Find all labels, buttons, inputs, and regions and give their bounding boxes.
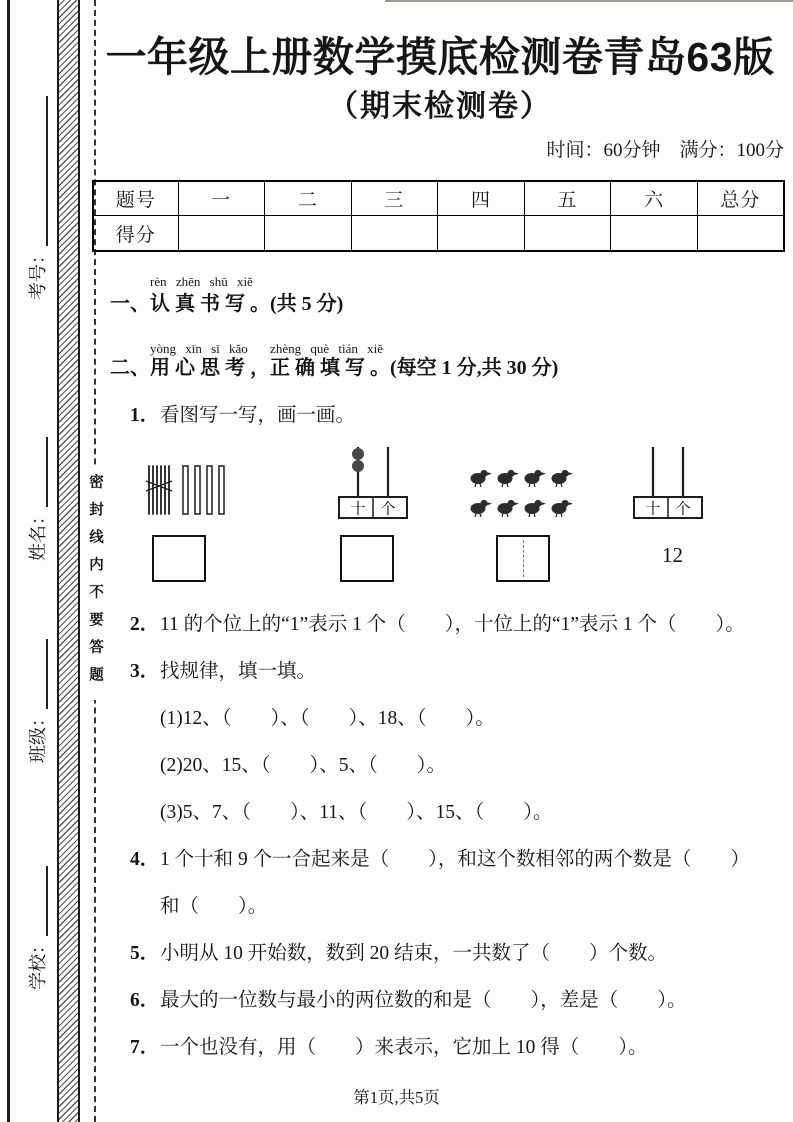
question-7 bbox=[130, 1024, 788, 1071]
question-3-item-3: (3)5、7、（ ）、11、（ ）、15、（ ）。 bbox=[160, 801, 553, 823]
score-cell-5[interactable] bbox=[524, 216, 611, 251]
score-col-5: 五 bbox=[524, 181, 611, 216]
counting-rack-figure-empty bbox=[625, 441, 711, 521]
section-2-title: 二、用 心 思 考 ，正 确 填 写 。(每空 1 分,共 30 分) bbox=[110, 356, 559, 379]
question-3 bbox=[130, 648, 788, 695]
bead-icon bbox=[352, 460, 364, 472]
score-col-3: 三 bbox=[351, 181, 438, 216]
question-5-text: 小明从 10 开始数，数到 20 结束，一共数了（ ）个数。 bbox=[160, 942, 668, 964]
bird-icon bbox=[471, 500, 493, 517]
exam-no-field bbox=[24, 96, 50, 300]
seal-text: 密封线内不要答题 bbox=[84, 468, 107, 700]
school-field bbox=[24, 866, 50, 990]
score-table bbox=[92, 180, 785, 252]
bird-icon bbox=[498, 470, 520, 487]
score-col-4: 四 bbox=[438, 181, 525, 216]
bird-icon bbox=[525, 500, 547, 517]
answer-box-1[interactable] bbox=[152, 535, 206, 582]
score-cell-3[interactable] bbox=[351, 216, 438, 251]
question-4-line-1: 1 个十和 9 个一合起来是（ ），和这个数相邻的两个数是（ ） bbox=[160, 848, 750, 870]
score-cell-1[interactable] bbox=[178, 216, 265, 251]
question-4-number: 4． bbox=[130, 848, 160, 870]
answer-box-2[interactable] bbox=[340, 535, 394, 582]
score-col-2: 二 bbox=[265, 181, 352, 216]
page-left-edge-line bbox=[7, 0, 10, 1122]
bird-icon bbox=[525, 470, 547, 487]
exam-no-blank[interactable] bbox=[29, 96, 48, 246]
score-cell-6[interactable] bbox=[611, 216, 698, 251]
score-header-row bbox=[93, 181, 784, 216]
score-col-6: 六 bbox=[611, 181, 698, 216]
name-label: 姓名： bbox=[28, 507, 48, 561]
class-blank[interactable] bbox=[29, 639, 48, 709]
counter-tens-label: 十 bbox=[645, 501, 661, 518]
question-4-line-2: 和（ ）。 bbox=[160, 895, 268, 917]
birds-figure bbox=[470, 469, 574, 523]
bead-icon bbox=[352, 448, 364, 460]
question-6 bbox=[130, 977, 788, 1024]
question-7-number: 7． bbox=[130, 1036, 160, 1058]
section-1-pinyin: rèn zhēn shū xiě bbox=[150, 273, 253, 289]
score-col-1: 一 bbox=[178, 181, 265, 216]
school-blank[interactable] bbox=[29, 866, 48, 936]
sticks-bundle-figure bbox=[145, 461, 225, 519]
question-3-item-2: (2)20、15、（ ）、5、（ ）。 bbox=[160, 754, 446, 776]
score-col-label: 题号 bbox=[93, 181, 178, 216]
page-subtitle: （期末检测卷） bbox=[328, 90, 552, 124]
bird-icon bbox=[552, 500, 574, 517]
score-value-row bbox=[93, 216, 784, 251]
answer-box-3[interactable] bbox=[496, 535, 550, 582]
binding-hatch-band bbox=[57, 0, 80, 1122]
score-cell-total[interactable] bbox=[697, 216, 784, 251]
question-3-text: 找规律，填一填。 bbox=[160, 660, 317, 682]
bird-icon bbox=[498, 500, 520, 517]
answer-value-12: 12 bbox=[662, 542, 683, 567]
question-4-text bbox=[160, 836, 788, 930]
bird-icon bbox=[471, 470, 493, 487]
question-3-item-1: (1)12、（ ）、（ ）、18、（ ）。 bbox=[160, 707, 495, 729]
score-row-label: 得分 bbox=[93, 216, 178, 251]
student-info-strip bbox=[16, 0, 58, 1122]
class-label: 班级： bbox=[28, 709, 48, 763]
question-1-number: 1． bbox=[130, 404, 160, 426]
question-5-number: 5． bbox=[130, 942, 160, 964]
question-6-number: 6． bbox=[130, 989, 160, 1011]
score-cell-4[interactable] bbox=[438, 216, 525, 251]
question-4 bbox=[130, 836, 788, 930]
section-1 bbox=[110, 274, 788, 318]
score-cell-2[interactable] bbox=[265, 216, 352, 251]
page-footer: 第1页,共5页 bbox=[353, 1088, 440, 1107]
score-col-total: 总分 bbox=[697, 181, 784, 216]
question-2 bbox=[130, 601, 788, 648]
section-2-pinyin: yòng xīn sī kǎo zhèng què tián xiě bbox=[150, 340, 383, 356]
content-area bbox=[92, 0, 788, 1071]
question-3-number: 3． bbox=[130, 660, 160, 682]
question-2-number: 2． bbox=[130, 613, 160, 635]
counter-ones-label: 个 bbox=[675, 501, 691, 518]
page-title: 一年级上册数学摸底检测卷青岛63版 bbox=[105, 34, 775, 80]
question-6-text: 最大的一位数与最小的两位数的和是（ ），差是（ ）。 bbox=[160, 989, 687, 1011]
name-blank[interactable] bbox=[29, 437, 48, 507]
counting-rack-figure-with-beads bbox=[330, 441, 416, 521]
class-field bbox=[24, 639, 50, 763]
question-1 bbox=[130, 392, 788, 439]
counter-tens-label: 十 bbox=[350, 501, 366, 518]
question-5 bbox=[130, 930, 788, 977]
name-field bbox=[24, 437, 50, 561]
section-1-title: 一、认 真 书 写 。(共 5 分) bbox=[110, 292, 344, 315]
school-label: 学校： bbox=[28, 936, 48, 990]
question-1-figures bbox=[92, 439, 788, 601]
exam-no-label: 考号： bbox=[28, 246, 48, 300]
question-1-text: 看图写一写，画一画。 bbox=[160, 404, 356, 426]
answer-box-divider bbox=[523, 540, 524, 577]
question-7-text: 一个也没有，用（ ）来表示，它加上 10 得（ ）。 bbox=[160, 1036, 648, 1058]
bird-icon bbox=[552, 470, 574, 487]
section-2 bbox=[110, 338, 788, 382]
question-2-text: 11 的个位上的“1”表示 1 个（ ），十位上的“1”表示 1 个（ ）。 bbox=[160, 613, 745, 635]
exam-meta: 时间：60分钟 满分：100分 bbox=[546, 140, 784, 162]
counter-ones-label: 个 bbox=[380, 501, 396, 518]
